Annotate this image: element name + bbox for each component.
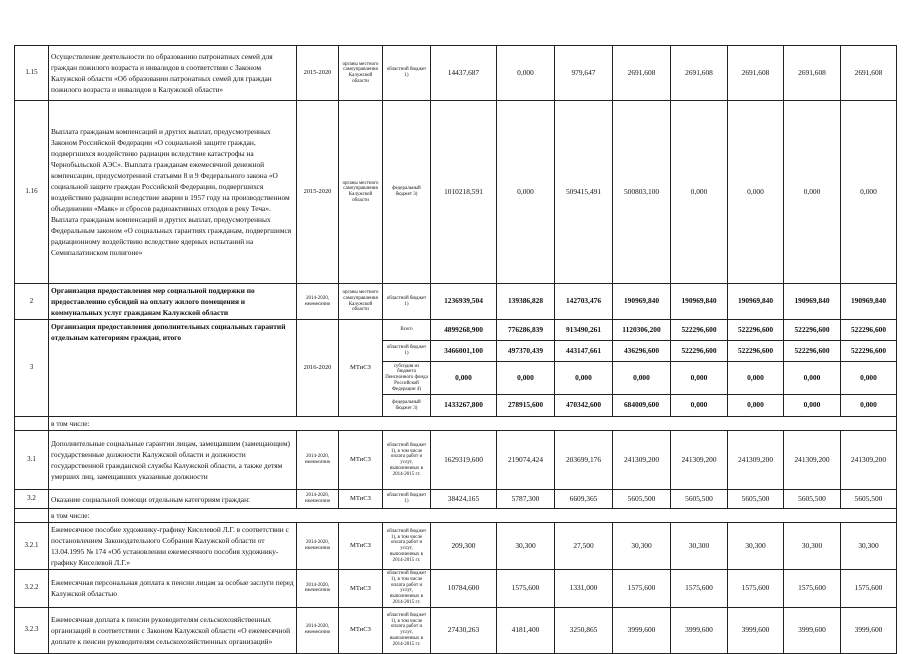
row-value: 522296,600: [784, 320, 841, 341]
row-value: 0,000: [497, 362, 555, 395]
row-value: 0,000: [784, 101, 841, 284]
row-executor: органы местного самоуправления Калужской области: [339, 101, 383, 284]
row-value: 522296,600: [784, 341, 841, 362]
row-funding-source: областной бюджет 1): [383, 284, 431, 320]
row-value: 30,300: [613, 523, 671, 570]
row-value: 1236939,504: [431, 284, 497, 320]
row-value: 30,300: [671, 523, 728, 570]
row-r3-sub: [15, 320, 897, 341]
row-funding-source: Всего: [383, 320, 431, 341]
row-value: 979,647: [555, 46, 613, 101]
row-description: в том числе:: [49, 509, 897, 523]
row-value: 3999,600: [784, 607, 841, 653]
row-value: 522296,600: [841, 320, 897, 341]
row-years: 2014-2020, ежемесячно: [297, 284, 339, 320]
row-description: Оказание социальной помощи отдельным категориям граждан:: [49, 490, 297, 509]
row-number: 3.1: [15, 431, 49, 490]
row-number: 1.16: [15, 101, 49, 284]
row-value: 500803,100: [613, 101, 671, 284]
row-value: 684009,600: [613, 395, 671, 417]
row-value: 0,000: [841, 101, 897, 284]
row-value: 190969,840: [728, 284, 784, 320]
row-executor: МТиСЗ: [339, 320, 383, 417]
row-funding-source: областной бюджет 1): [383, 490, 431, 509]
row-value: 278915,600: [497, 395, 555, 417]
row-value: 30,300: [728, 523, 784, 570]
row-funding-source: федеральный бюджет 3): [383, 101, 431, 284]
row-value: 30,300: [784, 523, 841, 570]
row-value: 522296,600: [671, 341, 728, 362]
row-value: 241309,200: [671, 431, 728, 490]
row-years: 2014-2020, ежемесячно: [297, 607, 339, 653]
row-value: 27,500: [555, 523, 613, 570]
row-years: 2014-2020, ежемесячно: [297, 523, 339, 570]
row-funding-source: областной бюджет 1): [383, 46, 431, 101]
row-value: 5605,500: [841, 490, 897, 509]
row-incl1: [15, 417, 897, 431]
row-value: 30,300: [841, 523, 897, 570]
row-funding-source: федеральный бюджет 3): [383, 395, 431, 417]
row-r2: [15, 284, 897, 320]
row-value: 2691,608: [784, 46, 841, 101]
row-description: Осуществление деятельности по образованию патронатных семей для граждан пожилого возраста и инвалидов в соответствии с Законом Калужской области «Об образовании патронатных семей для граждан пожилого возраста и инвалидов в Калужской области»: [49, 46, 297, 101]
row-number: 3.2.1: [15, 523, 49, 570]
row-value: 0,000: [728, 362, 784, 395]
row-value: 1629319,600: [431, 431, 497, 490]
row-description: Выплата гражданам компенсаций и других выплат, предусмотренных Законом Российской Федерации «О социальной защите граждан, подвергшихся воздействию радиации вследствие катастрофы на Чернобыльской АЭС». Выплата гражданам ежемесячной денежной компенсации, предусмотренной статьями 8 и 9 Федерального закона «О социальной защите граждан Российской Федерации, подвергшихся воздействию радиации вследствие аварии в 1957 году на производственном объединении «Маяк» и сбросов радиоактивных отходов в реку Теча». Выплата гражданам компенсаций и других выплат, предусмотренных Федеральным законом «О социальных гарантиях гражданам, подвергшимся радиационному воздействию вследствие ядерных испытаний на Семипалатинском полигоне»: [49, 101, 297, 284]
row-value: 3466001,100: [431, 341, 497, 362]
row-value: 776286,839: [497, 320, 555, 341]
row-r31: [15, 431, 897, 490]
row-value: 241309,200: [728, 431, 784, 490]
row-value: 0,000: [671, 101, 728, 284]
row-value: 1120306,200: [613, 320, 671, 341]
program-table: [14, 45, 897, 654]
row-funding-source: субсидия из бюджета Пенсионного фонда Российской Федерации 4): [383, 362, 431, 395]
row-value: 5605,500: [613, 490, 671, 509]
row-value: 6609,365: [555, 490, 613, 509]
row-value: 497370,439: [497, 341, 555, 362]
row-value: 0,000: [613, 362, 671, 395]
row-funding-source: областной бюджет 1), в том числе оплата работ и услуг, выполненных в 2014-2015 гг.: [383, 570, 431, 608]
row-years: 2014-2020, ежемесячно: [297, 431, 339, 490]
row-r32: [15, 490, 897, 509]
row-value: 1433267,800: [431, 395, 497, 417]
row-value: 913490,261: [555, 320, 613, 341]
row-value: 1575,600: [613, 570, 671, 608]
row-value: 0,000: [841, 362, 897, 395]
row-executor: МТиСЗ: [339, 607, 383, 653]
row-value: 522296,600: [841, 341, 897, 362]
row-value: 5605,500: [728, 490, 784, 509]
row-value: 30,300: [497, 523, 555, 570]
row-value: 2691,608: [671, 46, 728, 101]
row-value: 1575,600: [728, 570, 784, 608]
row-value: 203699,176: [555, 431, 613, 490]
row-executor: МТиСЗ: [339, 570, 383, 608]
row-description: Ежемесячное пособие художнику-графику Киселевой Л.Г. в соответствии с постановлением Законодательного Собрания Калужской области от 13.04.1995 № 174 «Об установлении ежемесячного пособия художнику-графику Киселевой Л.Г.»: [49, 523, 297, 570]
row-value: 522296,600: [671, 320, 728, 341]
row-value: 2691,608: [841, 46, 897, 101]
row-years: 2016-2020: [297, 320, 339, 417]
row-value: 1010218,591: [431, 101, 497, 284]
row-value: 0,000: [784, 395, 841, 417]
row-value: 1575,600: [784, 570, 841, 608]
row-value: 522296,600: [728, 341, 784, 362]
row-description: Ежемесячная доплата к пенсии руководителям сельскохозяйственных организаций в соответствии с Законом Калужской области «О ежемесячной доплате к пенсии руководителям сельскохозяйственных организаций»: [49, 607, 297, 653]
row-value: 190969,840: [784, 284, 841, 320]
row-value: 241309,200: [841, 431, 897, 490]
row-executor: МТиСЗ: [339, 490, 383, 509]
row-value: 1575,600: [841, 570, 897, 608]
row-funding-source: областной бюджет 1), в том числе оплата работ и услуг, выполненных в 2014-2015 гг.: [383, 431, 431, 490]
row-value: 209,300: [431, 523, 497, 570]
row-r322: [15, 570, 897, 608]
row-value: 509415,491: [555, 101, 613, 284]
row-years: 2014-2020, ежемесячно: [297, 490, 339, 509]
row-funding-source: областной бюджет 1): [383, 341, 431, 362]
row-value: 10784,600: [431, 570, 497, 608]
row-number: 3: [15, 320, 49, 417]
row-description: Дополнительные социальные гарантии лицам, замещавшим (замещающим) государственные должности Калужской области и должности государственной гражданской службы Калужской области, а также детям умерших лиц, замещавших указанные должности: [49, 431, 297, 490]
row-executor: органы местного самоуправления Калужской области: [339, 46, 383, 101]
row-executor: органы местного самоуправления Калужской области: [339, 284, 383, 320]
row-value: 27430,263: [431, 607, 497, 653]
row-description: Организация предоставления дополнительных социальных гарантий отдельным категориям граждан, итого: [49, 320, 297, 417]
row-value: 139386,828: [497, 284, 555, 320]
row-description: Организация предоставления мер социальной поддержки по предоставлению субсидий на оплату жилого помещения и коммунальных услуг гражданам Калужской области: [49, 284, 297, 320]
row-value: 0,000: [431, 362, 497, 395]
row-r323: [15, 607, 897, 653]
row-value: 190969,840: [613, 284, 671, 320]
row-r321: [15, 523, 897, 570]
row-number: 3.2.2: [15, 570, 49, 608]
row-value: 142703,476: [555, 284, 613, 320]
row-number: 3.2: [15, 490, 49, 509]
row-number: 1.15: [15, 46, 49, 101]
row-value: 1575,600: [671, 570, 728, 608]
row-value: 0,000: [671, 395, 728, 417]
row-value: 5605,500: [671, 490, 728, 509]
row-value: 3999,600: [728, 607, 784, 653]
row-value: 3999,600: [841, 607, 897, 653]
row-value: 0,000: [784, 362, 841, 395]
row-value: 470342,600: [555, 395, 613, 417]
row-number: 3.2.3: [15, 607, 49, 653]
row-value: 4181,400: [497, 607, 555, 653]
row-description: Ежемесячная персональная доплата к пенсии лицам за особые заслуги перед Калужской областью: [49, 570, 297, 608]
row-value: 0,000: [728, 395, 784, 417]
row-value: 219074,424: [497, 431, 555, 490]
row-funding-source: областной бюджет 1), в том числе оплата работ и услуг, выполненных в 2014-2015 гг.: [383, 523, 431, 570]
row-value: 0,000: [497, 101, 555, 284]
row-years: 2015-2020: [297, 46, 339, 101]
row-value: 241309,200: [613, 431, 671, 490]
row-value: 0,000: [728, 101, 784, 284]
row-executor: МТиСЗ: [339, 523, 383, 570]
row-value: 0,000: [671, 362, 728, 395]
row-value: 5605,500: [784, 490, 841, 509]
row-value: 522296,600: [728, 320, 784, 341]
row-value: 3999,600: [671, 607, 728, 653]
row-years: 2014-2020, ежемесячно: [297, 570, 339, 608]
row-value: 0,000: [555, 362, 613, 395]
row-value: 436296,600: [613, 341, 671, 362]
row-value: 1575,600: [497, 570, 555, 608]
row-r116: [15, 101, 897, 284]
row-value: 3999,600: [613, 607, 671, 653]
row-years: 2015-2020: [297, 101, 339, 284]
row-value: 4899268,900: [431, 320, 497, 341]
row-funding-source: областной бюджет 1), в том числе оплата работ и услуг, выполненных в 2014-2015 гг.: [383, 607, 431, 653]
row-value: 1331,000: [555, 570, 613, 608]
row-executor: МТиСЗ: [339, 431, 383, 490]
row-value: 190969,840: [671, 284, 728, 320]
row-value: 2691,608: [613, 46, 671, 101]
row-r115: [15, 46, 897, 101]
row-number: [15, 417, 49, 431]
row-value: 190969,840: [841, 284, 897, 320]
row-value: 5787,300: [497, 490, 555, 509]
row-value: 0,000: [841, 395, 897, 417]
row-value: 443147,661: [555, 341, 613, 362]
row-value: 38424,165: [431, 490, 497, 509]
row-incl2: [15, 509, 897, 523]
row-number: 2: [15, 284, 49, 320]
row-value: 2691,608: [728, 46, 784, 101]
row-value: 3250,865: [555, 607, 613, 653]
row-value: 14437,687: [431, 46, 497, 101]
row-value: 0,000: [497, 46, 555, 101]
row-number: [15, 509, 49, 523]
row-description: в том числе:: [49, 417, 897, 431]
row-value: 241309,200: [784, 431, 841, 490]
